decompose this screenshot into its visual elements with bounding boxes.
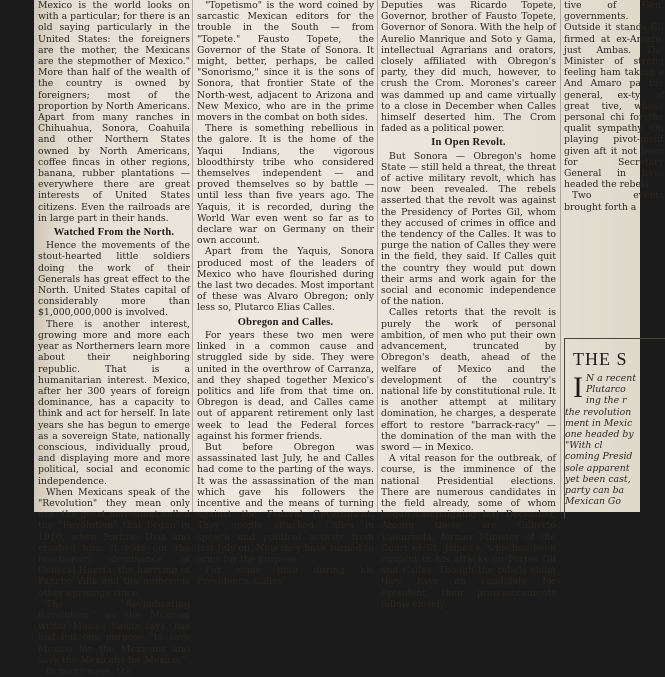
sidebar-article-line: N a recent <box>586 373 636 384</box>
column-1-paragraph: In many ways, the <box>46 665 132 677</box>
column-1-paragraph: The "Revindicating Revolution," as the Mexican writer Moises Saenz says, has had but one purpose "to save Mexico for the Mexicans and save the Mexicans for Mexico." <box>38 598 190 666</box>
article-column-2 <box>197 0 374 588</box>
column-1-paragraph: Mexico is the world looks on with a particular; for there is an old saying particularly in the United States: the foreigners are the mother, the Mexicans are the stepmother of Mexico." More than half of the wealth of the country is owned by foreigners; most of the proportion by North Americans. Apart from many ranches in Chihuahua, Sonora, Coahuila and other Northern States owned by North Americans, coffee fincas in other regions, banana, rubber plantations — everywhere there are great interests of United States citizens. Even the railroads are in large part in their hands. <box>38 0 190 224</box>
column-3-paragraph: Calles retorts that the revolt is purely the work of personal ambition, of men who put their own advancement, truncated by Obregon's death, ahead of the welfare of Mexico and the development of the country's national life by constitutional rule. It is another attempt at military domination, he charges, a desperate effort to restore "barrack-racy" — the domination of the man with the sword — in Mexico. <box>381 307 556 453</box>
column-2-paragraph: There is something rebellious in the galore. It is the home of the Yaqui Indians, the vigorous bloodthirsty tribe who considered themselves independent — and proved themselves so by battle — until less than five years ago. The Yaquis, it is recorded, during the World War even went so far as to declare war on Germany on their own account. <box>197 123 374 247</box>
sidebar-article-line: yet been cast, <box>565 473 631 485</box>
column-rule <box>560 0 561 512</box>
newspaper-page <box>34 0 664 677</box>
column-1-paragraph: When Mexicans speak of the "Revolution" they mean only one, the great movement called the "Revolution" that began in 1910, when Porfirio Diaz and crushed him. It rode out the reactionary dominance of General Huerta, the harrying of Pancho Villa and the numerous other uprisings since. <box>38 486 190 599</box>
sidebar-article-line: ment in Mexic <box>565 417 633 429</box>
sidebar-article-line: one headed by <box>565 429 634 441</box>
column-1-paragraph: There is another interest, growing more and more each year as Northerners learn more about their neighboring republic. That is a humanitarian interest. Mexico, after her 300 years of foreign dominance, has a capacity to think and act for herself. In late years she has begun to emerge as a sovereign State, nationally conscious, individually proud, and displaying more and more political, social and economic independence. <box>38 318 190 487</box>
sidebar-article-line: ing the r <box>586 395 627 407</box>
sidebar-article-line: party can ba <box>565 485 625 497</box>
article-column-1 <box>38 0 190 677</box>
drop-cap: I <box>573 371 583 404</box>
column-3-paragraph: A vital reason for the outbreak, of course, is the imminence of the national Presidential elections. There are numerous candidates in the field already, some of whom began campaigning last December. Among these are Gilberto Valenzuela, former Minister of the Court of St. James's, who has been virulent in his attacks on Portes Gil and Calles. Though the rebels claim they have no candidate for President, their pronouncements follow closely <box>381 453 556 610</box>
subheading-in-open-revolt: In Open Revolt. <box>431 137 506 149</box>
column-2-paragraph: But before Obregon was assassinated last July, he and Calles had come to the parting of the ways. It was the assassination of the man which gave his followers the incentive and the means of turning against the Federal Government. They openly attacked Calles in speech and political activity from last July on. Now they have turned to arms for the purpose. <box>197 441 374 565</box>
article-column-4 <box>564 0 664 338</box>
column-3-paragraph: But Sonora — Obregon's home State — still held a threat, the threat of active military revolt, which has now been revealed. The rebels asserted that the revolt was against the Presidency of Portes Gil, whom they accused of crimes in office and the tendency of the Calles. It was to purge the nation of Calles they were in the field, they said. If Calles quit the country they would put down their arms and work again for the social and economic independence of the nation. <box>381 150 556 308</box>
sidebar-article-line: Mexican Go <box>565 496 621 508</box>
sidebar-article-line: "With cl <box>565 440 603 452</box>
column-2-paragraph: For some time during his Presidency, Calles <box>197 565 374 588</box>
column-2-paragraph: Apart from the Yaquis, Sonora produced most of the leaders of Mexico who have flourished during the last two decades. Most important of these was Alvaro Obregon; only less so, Plutarco Elias Calles. <box>197 246 374 314</box>
column-3-paragraph: Deputies was Ricardo Topete, Governor, brother of Fausto Topete, Governor of Sonora. With the help of Aurelio Manrique and Soto y Gama, intellectual Agrarians and orators, closely affiliated with Obregon's party, they did much, however, to crush the Crom. Morones's career was dammed up and came virtually to a close in December when Calles himself deserted him. The Crom faded as a political power. <box>381 0 556 135</box>
column-2-paragraph: For years these two men were linked in a common cause and struggled side by side. They were united in the overthrow of Carranza, and they shaped together Mexico's politics and life from that time on. Obregon is dead, and Calles came out of apparent retirement only last week to lead the Federal forces against his former friends. <box>197 329 374 442</box>
sidebar-article-box <box>564 338 665 519</box>
sidebar-article-line: sole apparent <box>565 462 630 474</box>
sidebar-article-heading: THE S <box>573 349 628 369</box>
article-column-3 <box>381 0 556 610</box>
column-2-paragraph: "Topetismo" is the word coined by sarcastic Mexican editors for the trouble in the South — from "Topete." Fausto Topete, the Governor of the State of Sonora. It might, better, perhaps, be called "Sonorismo," since it is the sons of Sonora, that frontier State of the North-west, adjacent to Arizona and New Mexico, who are in the prime movers in the combat on both sides. <box>197 0 374 124</box>
sidebar-article-line: coming Presid <box>565 451 633 463</box>
column-4-paragraph: tive of Gen. governments. Outside it stands Gil firmed at ex-Amaro, just Ambas. The Minister of strong feeling ham taking a And Amaro pa the general, ex-ty of great tive, whose personal chi for the qualit sympathy. On playing pivot-ment given aft it not been for Secretary General in have headed the rebels. <box>564 0 664 191</box>
column-rule <box>192 0 193 512</box>
column-1-paragraph: Hence the movements of the stout-hearted little soldiers doing the work of their Generals has great effect to the North. United States capital of considerably more than $1,000,000,000 is involved. <box>38 240 190 319</box>
column-4-paragraph: Two events brought forth a <box>564 190 664 213</box>
sidebar-article-line: Plutarco <box>586 384 626 396</box>
sidebar-article-line: the revolution <box>565 406 632 418</box>
subheading-obregon-and-calles: Obregon and Calles. <box>237 316 334 328</box>
subheading-watched-from-the-north: Watched From the North. <box>53 227 175 239</box>
column-rule <box>377 0 378 512</box>
